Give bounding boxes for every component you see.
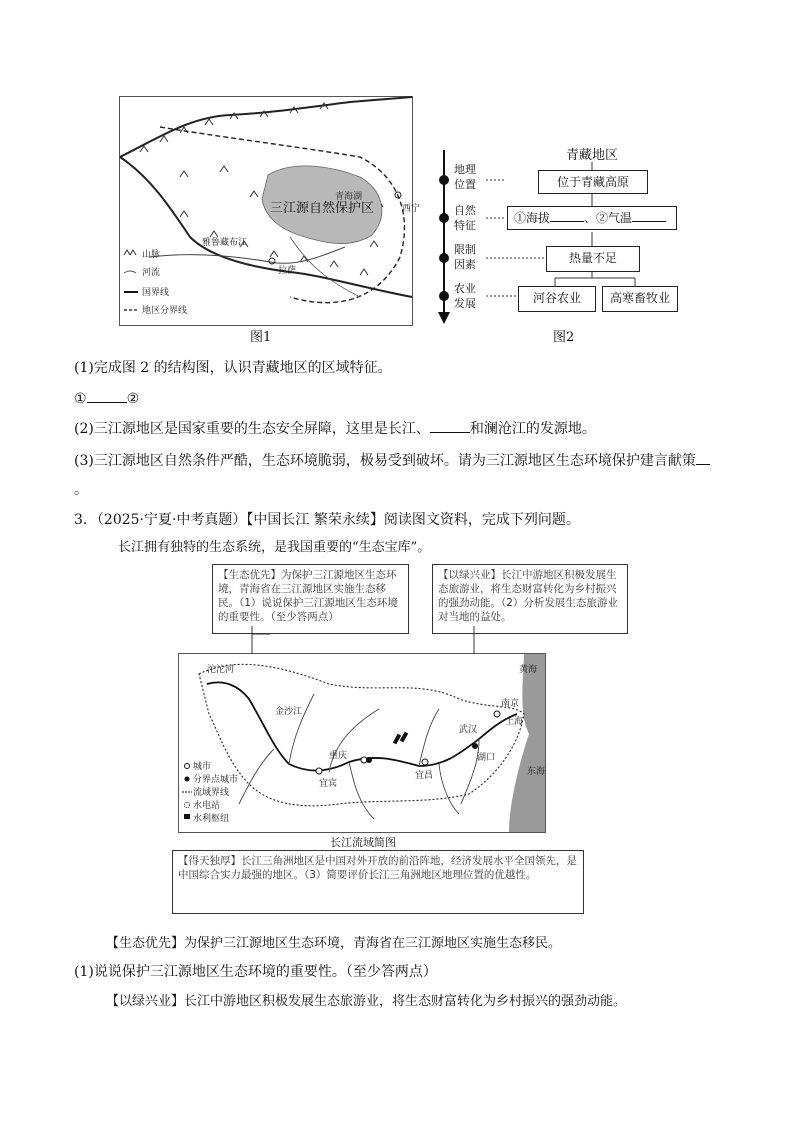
label-chongqing: 重庆 (329, 751, 348, 761)
legend-water-hub: 水利枢纽 (193, 814, 230, 824)
legend-border: 国界线 (142, 288, 170, 298)
label-nanjing: 南京 (501, 699, 520, 709)
axis-limit: 限制因素 (454, 243, 476, 271)
map2-legend (182, 760, 238, 824)
question-2-text-a: (2)三江源地区是国家重要的生态安全屏障，这里是长江、 (74, 421, 430, 437)
axis-nature: 自然特征 (454, 204, 476, 232)
problem-3-intro: 长江拥有独特的生态系统，是我国重要的“生态宝库”。 (118, 540, 431, 555)
label-yarlung-river: 雅鲁藏布江 (202, 238, 248, 248)
answer-2-label: ② (126, 391, 140, 407)
problem-3-heading: 3．（2025·宁夏·中考真题）【中国长江 繁荣永续】阅读图文资料，完成下列问题。 (74, 512, 580, 528)
question-3-text: (3)三江源地区自然条件严酷，生态环境脆弱，极易受到破坏。请为三江源地区生态环境保护建言献策 (74, 453, 696, 469)
label-shanghai: 上海 (505, 717, 524, 727)
legend-region-line: 地区分界线 (142, 306, 188, 316)
label-xining: 西宁 (402, 204, 421, 214)
question-3-blank[interactable] (696, 450, 710, 465)
box-alpine-herding: 高寒畜牧业 (602, 286, 678, 312)
map2-caption: 长江流域简图 (330, 836, 396, 849)
qinghai-tibet-map-graphic (120, 97, 421, 325)
statement-green-industry: 【以绿兴业】长江中游地区积极发展生态旅游业，将生态财富转化为乡村振兴的强劲动能。 (106, 994, 627, 1009)
fig1-legend (124, 248, 187, 316)
note-connectors (230, 626, 510, 656)
label-wuhan: 武汉 (459, 725, 478, 735)
question-2 (74, 418, 596, 439)
statement-ecology-first: 【生态优先】为保护三江源地区生态环境，青海省在三江源地区实施生态移民。 (106, 936, 562, 951)
box-features (507, 206, 677, 230)
legend-mountain: 山脉 (142, 250, 161, 260)
sub-question-1: (1)说说保护三江源地区生态环境的重要性。（至少答两点） (74, 964, 437, 980)
question-2-text-b: 和澜沧江的发源地。 (469, 421, 596, 437)
question-3 (74, 450, 710, 471)
legend-city: 城市 (193, 762, 212, 772)
box-valley-agri: 河谷农业 (518, 286, 596, 312)
legend-boundary-city: 分界点城市 (193, 775, 239, 785)
axis-agriculture: 农业发展 (454, 282, 476, 310)
label-yibin: 宜宾 (319, 779, 338, 789)
yangtze-map-graphic (179, 654, 545, 832)
box-features-temp: 、②气温 (584, 211, 633, 225)
box-heat: 热量不足 (546, 246, 640, 272)
figure1-caption: 图1 (250, 330, 272, 345)
note-unique-advantage: 【得天独厚】长江三角洲地区是中国对外开放的前沿阵地，经济发展水平全国领先，是中国综合实力最强的地区。（3）简要评价长江三角洲地区地理位置的优越性。 (172, 850, 584, 914)
label-jinsha: 金沙江 (275, 707, 303, 717)
axis-location: 地理位置 (454, 163, 476, 191)
label-yichang: 宜昌 (415, 771, 434, 781)
label-reserve: 三江源自然保护区 (270, 201, 375, 216)
note-ecology-first: 【生态优先】为保护三江源地区生态环境，青海省在三江源地区实施生态移民。（1）说说保护三江源地区生态环境的重要性。（至少答两点） (212, 564, 409, 634)
answer-1-label: ① (74, 391, 87, 407)
box-features-altitude: ①海拔 (514, 211, 551, 225)
question-1-answer (74, 388, 139, 409)
label-hukou: 湖口 (477, 753, 496, 763)
question-3-end: 。 (74, 482, 88, 498)
legend-hydro-station: 水电站 (193, 801, 221, 811)
label-qinghai-lake: 青海湖 (335, 192, 363, 202)
figure1-map (119, 96, 421, 326)
yangtze-basin-map (178, 653, 546, 833)
question-1: (1)完成图 2 的结构图，认识青藏地区的区域特征。 (74, 360, 392, 376)
note-green-industry: 【以绿兴业】长江中游地区积极发展生态旅游业，将生态财富转化为乡村振兴的强劲动能。（2）分析发展生态旅游业对当地的益处。 (432, 564, 628, 634)
legend-river: 河流 (142, 268, 161, 278)
question-2-blank[interactable] (430, 418, 470, 433)
legend-basin-line: 流域界线 (193, 788, 230, 798)
label-yellow-sea: 黄海 (519, 665, 538, 675)
label-tuotuo: 沱沱河 (207, 665, 235, 675)
label-east-sea: 东海 (527, 767, 546, 777)
label-lhasa: 拉萨 (278, 266, 297, 276)
box-plateau: 位于青藏高原 (538, 170, 648, 194)
answer-1-blank[interactable] (87, 388, 127, 403)
figure2-caption: 图2 (553, 330, 575, 345)
fig2-title: 青藏地区 (566, 148, 619, 163)
figure2-diagram (420, 140, 700, 330)
